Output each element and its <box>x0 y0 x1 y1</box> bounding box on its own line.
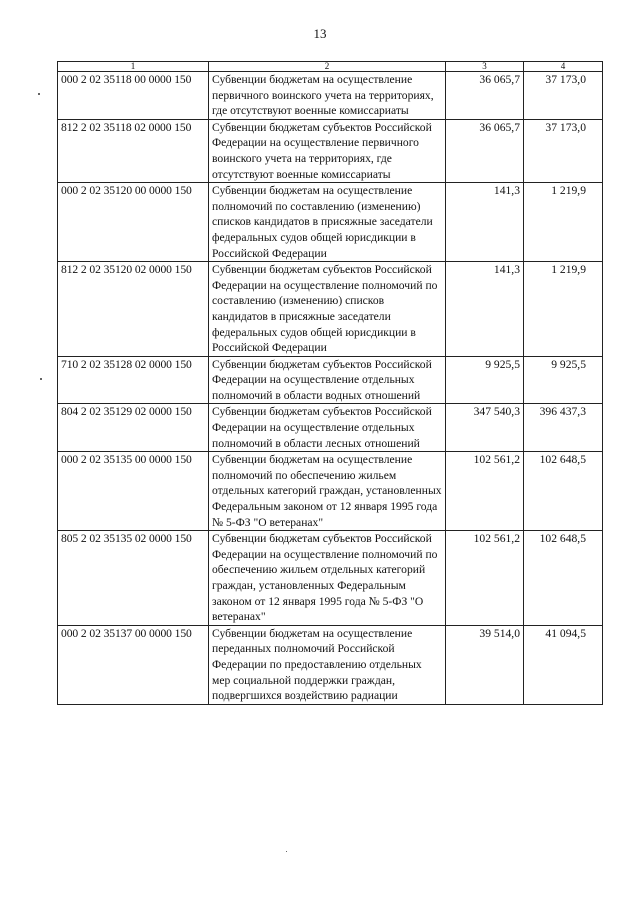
scan-speck <box>40 378 42 380</box>
amount-col-4: 102 648,5 <box>524 452 603 531</box>
table-row <box>58 183 603 262</box>
budget-code: 000 2 02 35137 00 0000 150 <box>58 625 209 704</box>
scan-speck <box>38 93 40 95</box>
amount-col-3: 102 561,2 <box>446 452 524 531</box>
table-row <box>58 452 603 531</box>
amount-col-4: 396 437,3 <box>524 404 603 452</box>
budget-code: 710 2 02 35128 02 0000 150 <box>58 356 209 404</box>
description: Субвенции бюджетам субъектов Российской Федерации на осуществление отдельных полномочий в области водных отношений <box>209 356 446 404</box>
description: Субвенции бюджетам субъектов Российской Федерации на осуществление полномочий по обеспечению жильем отдельных категорий граждан, установленных Федеральным законом от 12 января 1995 года № 5-ФЗ "О ветеранах" <box>209 531 446 626</box>
description: Субвенции бюджетам на осуществление переданных полномочий Российской Федерации по предоставлению отдельных мер социальной поддержки граждан, подвергшихся воздействию радиации <box>209 625 446 704</box>
amount-col-4: 102 648,5 <box>524 531 603 626</box>
amount-col-3: 347 540,3 <box>446 404 524 452</box>
amount-col-3: 39 514,0 <box>446 625 524 704</box>
table-row <box>58 404 603 452</box>
table-row <box>58 262 603 357</box>
budget-code: 804 2 02 35129 02 0000 150 <box>58 404 209 452</box>
budget-code: 000 2 02 35118 00 0000 150 <box>58 72 209 120</box>
table-row <box>58 625 603 704</box>
amount-col-3: 141,3 <box>446 183 524 262</box>
table-row <box>58 356 603 404</box>
table-header-row <box>58 62 603 72</box>
table-row <box>58 119 603 182</box>
page-number: 13 <box>313 26 327 41</box>
table-row <box>58 531 603 626</box>
column-header: 3 <box>446 62 524 72</box>
amount-col-4: 37 173,0 <box>524 72 603 120</box>
amount-col-3: 102 561,2 <box>446 531 524 626</box>
budget-code: 000 2 02 35135 00 0000 150 <box>58 452 209 531</box>
amount-col-4: 9 925,5 <box>524 356 603 404</box>
table-row <box>58 72 603 120</box>
budget-table <box>57 61 603 705</box>
amount-col-4: 37 173,0 <box>524 119 603 182</box>
description: Субвенции бюджетам на осуществление первичного воинского учета на территориях, где отсутствуют военные комиссариаты <box>209 72 446 120</box>
budget-code: 805 2 02 35135 02 0000 150 <box>58 531 209 626</box>
description: Субвенции бюджетам субъектов Российской Федерации на осуществление отдельных полномочий в области лесных отношений <box>209 404 446 452</box>
budget-code: 812 2 02 35118 02 0000 150 <box>58 119 209 182</box>
amount-col-3: 9 925,5 <box>446 356 524 404</box>
column-header: 1 <box>58 62 209 72</box>
budget-code: 000 2 02 35120 00 0000 150 <box>58 183 209 262</box>
description: Субвенции бюджетам на осуществление полномочий по составлению (изменению) списков кандидатов в присяжные заседатели федеральных судов общей юрисдикции в Российской Федерации <box>209 183 446 262</box>
description: Субвенции бюджетам на осуществление полномочий по обеспечению жильем отдельных категорий граждан, установленных Федеральным законом от 12 января 1995 года № 5-ФЗ "О ветеранах" <box>209 452 446 531</box>
amount-col-4: 1 219,9 <box>524 262 603 357</box>
amount-col-3: 36 065,7 <box>446 119 524 182</box>
description: Субвенции бюджетам субъектов Российской Федерации на осуществление полномочий по составлению (изменению) списков кандидатов в присяжные заседатели федеральных судов общей юрисдикции в Российской Федерации <box>209 262 446 357</box>
column-header: 4 <box>524 62 603 72</box>
description: Субвенции бюджетам субъектов Российской Федерации на осуществление первичного воинского учета на территориях, где отсутствуют военные комиссариаты <box>209 119 446 182</box>
column-header: 2 <box>209 62 446 72</box>
amount-col-3: 36 065,7 <box>446 72 524 120</box>
amount-col-4: 41 094,5 <box>524 625 603 704</box>
amount-col-3: 141,3 <box>446 262 524 357</box>
scan-speck <box>286 851 287 852</box>
budget-code: 812 2 02 35120 02 0000 150 <box>58 262 209 357</box>
amount-col-4: 1 219,9 <box>524 183 603 262</box>
